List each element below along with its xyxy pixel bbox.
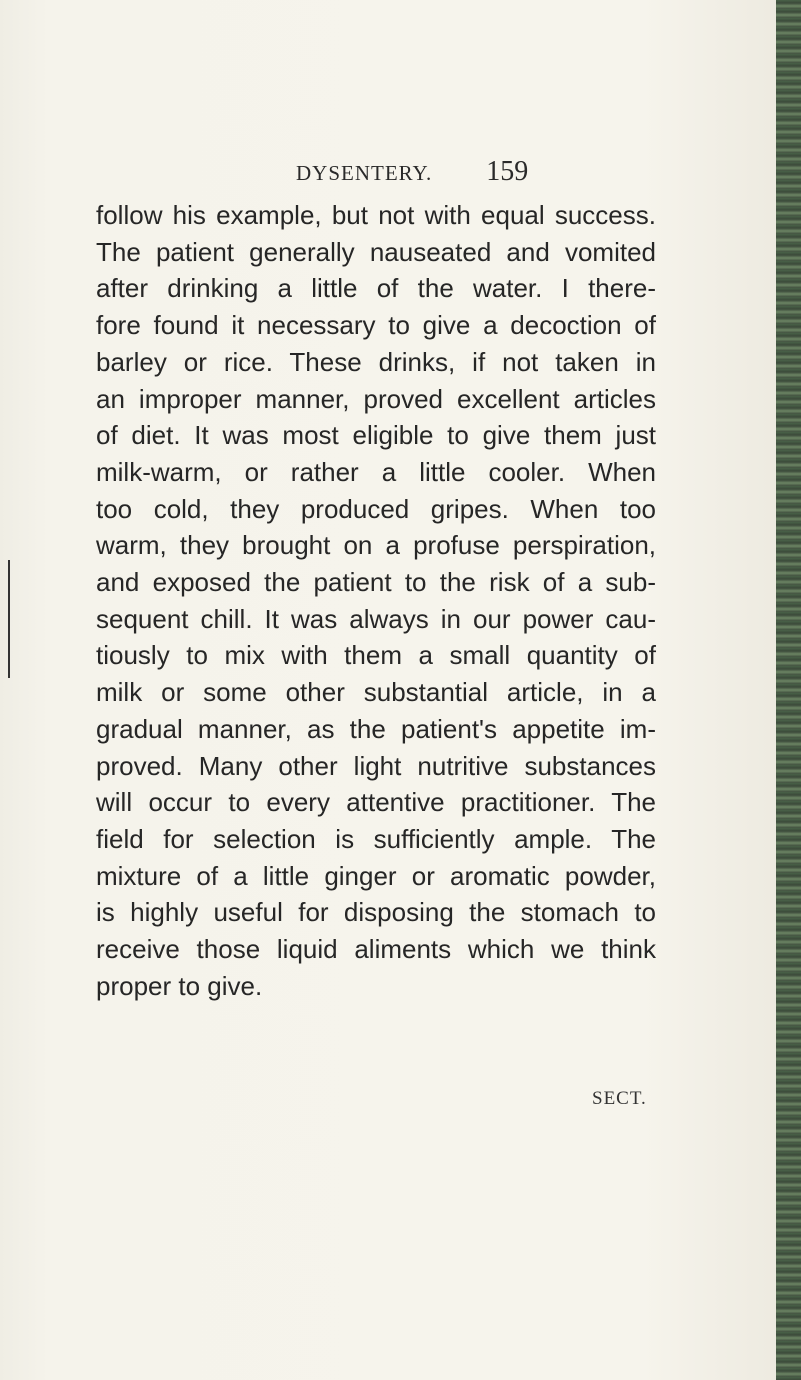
catchword: SECT. xyxy=(592,1088,647,1109)
text-line: milk-warm, or rather a little cooler. When xyxy=(96,456,656,487)
text-line: barley or rice. These drinks, if not taken in xyxy=(96,346,656,377)
text-line: gradual manner, as the patient's appetite im- xyxy=(96,713,656,744)
margin-mark xyxy=(8,560,10,678)
page-header xyxy=(296,156,626,196)
text-line: proper to give. xyxy=(96,970,263,1001)
body-text xyxy=(96,197,656,1004)
text-line: proved. Many other light nutritive substances xyxy=(96,750,656,781)
text-line: is highly useful for disposing the stomach to xyxy=(96,897,656,928)
text-line: follow his example, but not with equal success. xyxy=(96,200,656,230)
text-line: fore found it necessary to give a decoction of xyxy=(96,310,656,341)
text-line: field for selection is sufficiently ample. The xyxy=(96,823,656,854)
text-line: receive those liquid aliments which we think xyxy=(96,934,656,965)
text-line: an improper manner, proved excellent articles xyxy=(96,383,656,414)
text-line: mixture of a little ginger or aromatic powder, xyxy=(96,860,656,891)
text-line: tiously to mix with them a small quantity of xyxy=(96,640,656,671)
page-binding-edge xyxy=(776,0,801,1380)
text-line: The patient generally nauseated and vomited xyxy=(96,236,656,267)
text-line: sequent chill. It was always in our power cau- xyxy=(96,603,656,634)
page-number: 159 xyxy=(486,156,529,187)
running-title: DYSENTERY. xyxy=(296,161,433,185)
text-line: too cold, they produced gripes. When too xyxy=(96,493,656,524)
text-line: milk or some other substantial article, in a xyxy=(96,677,656,708)
text-line: after drinking a little of the water. I there- xyxy=(96,273,656,304)
text-line: warm, they brought on a profuse perspiration, xyxy=(96,530,656,561)
text-line: of diet. It was most eligible to give them just xyxy=(96,420,656,451)
text-line: and exposed the patient to the risk of a sub- xyxy=(96,567,656,598)
text-line: will occur to every attentive practitioner. The xyxy=(96,787,656,818)
